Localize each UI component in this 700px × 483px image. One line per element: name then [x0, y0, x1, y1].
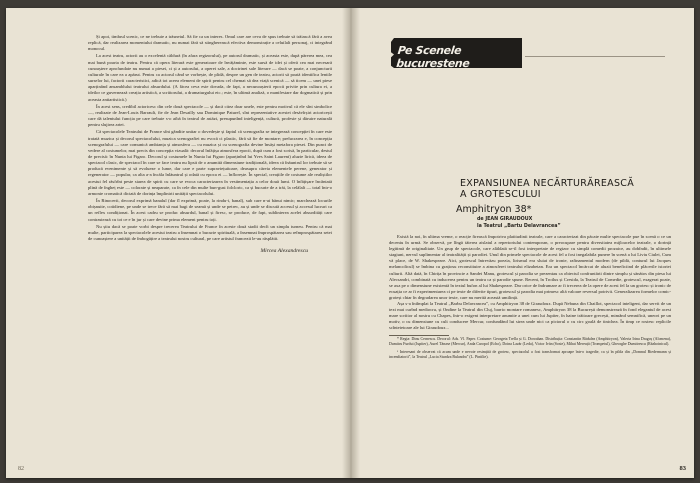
section-banner [391, 38, 522, 68]
left-paragraph: Și apoi, timbrul scenic, ce ne trebuie a trăsnetul. Să fie ca un interes. Omul care are ceva de spus trebuie să trăiască fără a avea replică, dar realizarea momentului dramatic, nu numai fără să stingherească efectiva demonstrație a celuilalt personaj, ci integrând monocul. [88, 34, 332, 52]
byline-author: de JEAN GIRAUDOUX [477, 217, 533, 222]
book-spread [6, 8, 694, 478]
section-banner-title: Pe Scenele bucureștene [395, 44, 471, 70]
banner-rule [525, 56, 665, 57]
right-page [360, 8, 694, 478]
left-paragraph: În Rinocerii, decorul exprimă banalul (dar îl exprimă, poate, la rindu-i, banal), sub care n-ai bănui nimic; marchează locurile obișnuite, cotidiene, pe unde se trece fără să mai bagi de seamă și unde se petrec, au și unde se discută accesul și accesul lucruri ca un reflex condiționat. În acest cadru se produc absurdul, banal și firesc, se produce, de fapt, sublinierea acelei absurdități care contrastează cu tot ce e în jur și care devine prima element pentru toți. [88, 198, 332, 222]
byline-theatre: la Teatrul „Bartu Delavrancea” [477, 223, 561, 229]
headline-line: A GROTESCULUI [460, 189, 541, 200]
play-title: Amphitryon 38* [456, 204, 532, 215]
left-paragraph: Că spectacolele Teatrului de France sînt gândite unitar o dovedește și faptul că scenografia se integrează concepției în care este tratată muzica și decorul spectacolului, muzica scenografiei nu evocă ci plastic, fără să fie de montare; prelucrarea e, în concepția scenografului — care comunică ambianța și atmosfera — cu muzica și cu scenografia devine însăși metafora piesei. Din punct de vedere al costumelor, mai precis din concepția vizuală: decorul înfățișa atmosfera epocii, după cum a fost scrisă, în particular, destul de precisă: în Nunta lui Figaro. Decorul și costumele în Nunta lui Figaro (aparținînd lui Yves Saint Laurent) aluzie lirică, ideea de spectacol clasic, de spectacol în care se face teatru nu lipsit de o anumită dimensiune tradițională, ideea că înăuntrul lor trebuie să se producă evenimente și să evolueze o lume, dar care e parte supraviețuitoare, deasupra căreia elementele perene, generator și regenerator — popular, ca alta a-a încăla înlăuntrul și odată cu epoca ei — înflorește. În special, creațiile de costume ale realiștilor acestui fel răsfrînt peste starea de spirit cu care se evoca caracterizarea în vestimentația a celor două lumi. O înfățișare încântată plină de îngheț este — colorate și neaparate, ca în cele din multe bun-gust folcloric, ca și bucurie de a trăi, la celălalt — total într-o armonie cromatică dictată de dorința împlinirii unității spectacolului. [88, 129, 332, 196]
left-paragraph: Nu știu dacă se poate vorbi despre trecerea Teatrului de France în aceste două stadii decît un simplu turneu. Pentru că mai multe, participarea la spectacolele acestui teatru a însemnat o bucurie spirituală, a însemnat împrospătarea sau reîmprospătarea setei de cunoaștere a unității de îmbogățire a teatrului nostru cultural, pe care artistul francezii le-au răsplătit. [88, 223, 332, 241]
author-signature: Mircea Alexandrescu [260, 248, 308, 255]
banner-edge-decoration [386, 38, 394, 68]
footnote: ¹ Interesant de observat că acum unde e nevoie resimțită de grotesc, spectacolul a fost transformat aproape într-o tragedie, ca și în pilda din „Domnul Biedermann și incendiatorii”, la Teatrul „Lucia Sturdza Bulandra” (L. Pintilie). [389, 349, 671, 360]
right-page-number: 83 [679, 465, 686, 472]
right-article-body [389, 234, 671, 360]
book-gutter [342, 8, 360, 478]
cast-credits: * Regia: Dinu Cernescu. Decorul: Ads. Vl. Paper. Costume: Georgeta Trella și G. Doroaban. Distribuția: Constantin Rădulea (Amphitryon), Valeria Irina Dragoș (Alcmena), Dumitru Furdui (Jupiter), Aurel Tănase (Mercur), Anda Caropol (Echo), Doina Lazăr (Leda), Victor Ivăn (Sosie), Mihai Mereuță (Trompetul), Gheorghe Dumitrescu (Războinicul). [389, 337, 671, 347]
article-headline [460, 178, 672, 200]
left-page-number: 82 [18, 466, 24, 472]
headline-line: EXPANSIUNEA NECĂRTURĂREASCĂ [460, 178, 635, 189]
right-paragraph: Așa s-a întîmplat la Teatrul „Barbu Delavrancea”, cu Amphitryon 38 de Giraudoux. După Nebuna din Chaillot, spectacol inteligent, dar servit de un text mai curînd mediocru, și Ondine la Teatrul din Cluj, barrio montare romanesc, Amphitryon 38 la București demonstrează în fond elegantul de acest mare scriitor al nostru cu Chapes, într-o exigent interpretare anumite a unei cum lui Jupiter, în haine trăitoare grecești, mimând semnifică, uneori pe un motiv, o cu dimensiune cu cult conducere Mercur, confundând lui sirea unde nici ca pictorul o cu circ goală de tinichea. În timp ce rostesc replicile scînteietoare ale lui Giraudoux... [389, 301, 671, 331]
right-paragraph: Există la noi, în ultima vreme, o reacție firească împotriva platitudinii teatrale, care a caracterizat din păcate multe spectacole pue în scenă o ce un deceniu în urmă. Se observă, pe lîngă tăierea aislatul a repertoriului contemporan, o preocupare pentru diversitatea mijloacelor teatrale, o dorință legitimă de originalitate. Un grup de spectacole, care alăldată se-il fost interpretate de regizor cu simplă comedii prozaice, au dobîndit, în ultimele stagiuni, nervul suplimentar al teatralității și parodiei. Unul din primele spectacole de acest fel a fost inegalabila punere în scenă a lui Liviu Ciulei, Cum vă place, de W. Shakespeare. Aici, grotescul întrevăzu poezia, lirismul era sluiat de ironie, rafinamentul modern (de pildă, conturul lui Jacques melancolicul) se îmbina cu grațiosu reconstituire a atmosferei teatrului elizabetan. Era un spectacol încărcat de aluzii beneficiind de plăcerile istoriei culturii. Altă dată, în Chirița în provincie a Sandei Manu, grotescul și parodia se prezentau ca obiectul confruntării dintre simplu și sănătos din piesa lui Alecsandri, combinată cu inducerea pentru un teatru ca și parodie spune. Recent, în Troilus și Cresida, la Teatrul de Comedie, grotescul, exagerat poate, se axa pe o dimensiune existentă în textul bufon al lui Shakespeare. Dar orice de îndrumare ar fi trecerea de la opere de acest fel la un grotesc și ironic de ecuația ce ar fi experimentarea ci pe texte de diferite tipuri, grotescul și parodia mai primesc altă valoare reversul potrivit. Generalizarea formelor comic-groteșt chiar în degradarea unor texte, care nu merită această umilință. [389, 234, 671, 300]
left-page [6, 8, 342, 478]
left-article-body [88, 34, 332, 255]
left-paragraph: În acest sens, credibil actoricesc din cele două spectacole — și dacă citez doar unele, este pentru motivul că ele sînt simbolice —, realizate de Jean-Louis Barrault, fie de Jean Desailly sau Dominique Paturel, sînt reprezentative acestei desăvîrșiri actoricești care dă talentului funcția pe care trebuie s-o aibă în teatrul de astăzi, presupunînd inteligență, cultură, profesie și dăruire naturală pentru slujirea artei. [88, 103, 332, 128]
left-paragraph: La acest teatru, actorii au o excelentă căldură (în afara regizorului), pe autorul dramatic, și aceasta este, după părerea mea, cea mai bună poarta de teatru. Pentru că opera literară este generatoare de învățăminte, este sursă de idei și oferă cea mai necesară cunoaștere aprofundate nu numai a piesei, ci și a autorului, a operei sale, a doctrinei sale literare — dacă se poate, a conjuncturii culturale în care ea a apărut. Pentru ca actorul când se vorbește, de plidă, despre un gen de teatru, actorii să poată identifica lentile surselor lui, factorii caracteristici, adică tot aceea element de spirit pentru cel chemat să dea viață scenică — să ticem — unei piese aparținând ansamblului teatrului absurdului. (A făcea ceva este dovada, de fapt, a necunoașterii epocii privite prin cultura ei, a ideilor ce guvernează creația artistică, a scriitorului, a dramaturgului etc.; este, în ultimă analiză, o manifestare dar dogmatică și prin aceasta antiartistică.) [88, 53, 332, 102]
footnote-rule [389, 335, 449, 336]
byline [477, 217, 561, 230]
